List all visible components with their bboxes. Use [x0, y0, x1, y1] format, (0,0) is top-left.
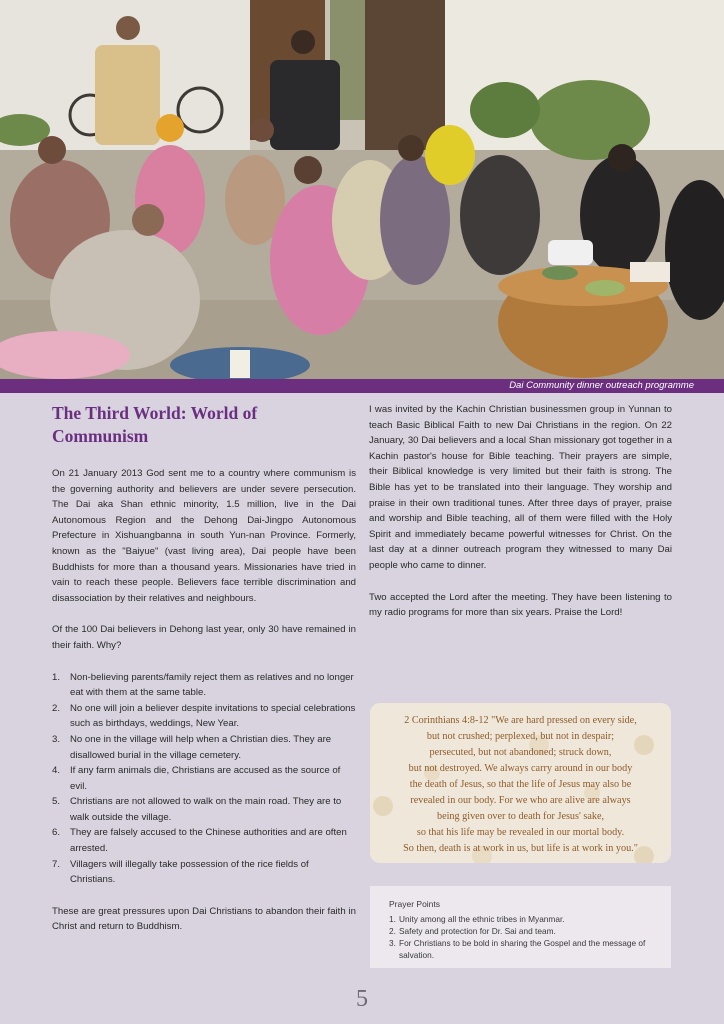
reasons-list [52, 670, 356, 888]
list-text: Non-believing parents/family reject them as relatives and no longer eat with them at the same table. [70, 671, 354, 699]
list-item [52, 825, 356, 856]
list-number: 2. [52, 702, 61, 714]
list-number: 4. [52, 765, 61, 777]
list-item [389, 913, 661, 925]
list-text: They are falsely accused to the Chinese authorities and are often arrested. [70, 827, 347, 855]
list-text: Villagers will illegally take possession of the rice fields of Christians. [70, 858, 309, 886]
believers-paragraph: Of the 100 Dai believers in Dehong last year, only 30 have remained in their faith. Why? [52, 624, 356, 651]
verse-line: but not destroyed. We always carry around in our body [408, 763, 633, 774]
article-photo [0, 0, 724, 379]
list-number: 2. [389, 926, 396, 936]
verse-line: the death of Jesus, so that the life of Jesus may also be [409, 779, 632, 790]
verse-line: being given over to death for Jesus' sake, [436, 811, 605, 822]
verse-line: so that his life may be revealed in our mortal body. [416, 827, 625, 838]
list-item [52, 701, 356, 732]
left-column [52, 402, 356, 935]
list-number: 7. [52, 858, 61, 870]
photo-caption: Dai Community dinner outreach programme [509, 380, 694, 391]
scripture-quote [370, 703, 671, 857]
photo-caption-bar [0, 379, 724, 393]
prayer-points-box [370, 886, 671, 968]
intro-paragraph: On 21 January 2013 God sent me to a country where communism is the governing authority and believers are under severe persecution. The Dai aka Shan ethnic minority, 1.5 million, live in the Dai Autonomous Region and the Dehong Dai-Jingpo Autonomous Prefecture in Xishuangbanna in south Yun-nan Province. Formerly, known as the "Baiyue" (vast living area), Dai people have been Buddhists for more than a thousand years. Missionaries have tried in vain to reach these people. Believers face terrible discrimination and disassociation by their relatives and neighbours. [52, 468, 356, 604]
verse-line: 2 Corinthians 4:8-12 "We are hard pressed on every side, [404, 715, 637, 726]
list-item [52, 794, 356, 825]
list-item [389, 937, 661, 961]
list-number: 1. [389, 914, 396, 924]
page-number: 5 [356, 986, 368, 1012]
list-text: Christians are not allowed to walk on the main road. They are to walk outside the village. [70, 796, 342, 823]
article-title: The Third World: World of Communism [52, 403, 258, 446]
verse-line: but not crushed; perplexed, but not in despair; [426, 731, 615, 742]
list-item [52, 670, 356, 701]
list-number: 5. [52, 796, 61, 808]
list-number: 1. [52, 671, 61, 683]
right-column [369, 402, 672, 621]
list-text: No one in the village will help when a Christian dies. They are disallowed burial in the village cemetery. [70, 733, 332, 761]
list-number: 6. [52, 827, 61, 839]
list-item [389, 925, 661, 937]
accepted-paragraph: Two accepted the Lord after the meeting. They have been listening to my radio programs for more than six years. Praise the Lord! [369, 591, 672, 619]
list-text: Safety and protection for Dr. Sai and team. [399, 926, 556, 936]
list-text: If any farm animals die, Christians are accused as the source of evil. [70, 765, 341, 792]
verse-line: revealed in our body. For we who are alive are always [410, 795, 631, 806]
list-item [52, 732, 356, 763]
list-text: For Christians to be bold in sharing the Gospel and the message of salvation. [399, 938, 646, 960]
list-item [52, 763, 356, 794]
photo-illustration [0, 0, 724, 379]
list-text: No one will join a believer despite invitations to special celebrations such as birthdays, weddings, New Year. [70, 702, 356, 730]
pressures-paragraph: These are great pressures upon Dai Christians to abandon their faith in Christ and return to Buddhism. [52, 905, 356, 933]
list-item [52, 857, 356, 888]
list-text: Unity among all the ethnic tribes in Myanmar. [399, 914, 565, 924]
verse-line: persecuted, but not abandoned; struck down, [429, 747, 612, 758]
prayer-points-title: Prayer Points [389, 899, 441, 909]
prayer-points-list [370, 913, 671, 961]
verse-line: So then, death is at work in us, but life is at work in you." [403, 843, 638, 854]
scripture-quote-box [370, 703, 671, 863]
list-number: 3. [52, 733, 61, 745]
list-number: 3. [389, 938, 396, 948]
invited-paragraph: I was invited by the Kachin Christian businessmen group in Yunnan to teach Basic Biblical Faith to new Dai Christians in the region. On 22 January, 30 Dai believers and a local Shan missionary got together in a Kachin pastor's house for Bible teaching. Their prayers are simple, their Biblical knowledge is very limited but their faith is strong. The Bible has yet to be translated into their language. They worship and praise in their own traditional tunes. After three days of prayer, praise and worship and Bible teaching, all of them were filled with the Holy Spirit and immediately became powerful witnesses for Christ. On the last day at a dinner outreach program they witnessed to many Dai people who came to dinner. [369, 404, 672, 571]
